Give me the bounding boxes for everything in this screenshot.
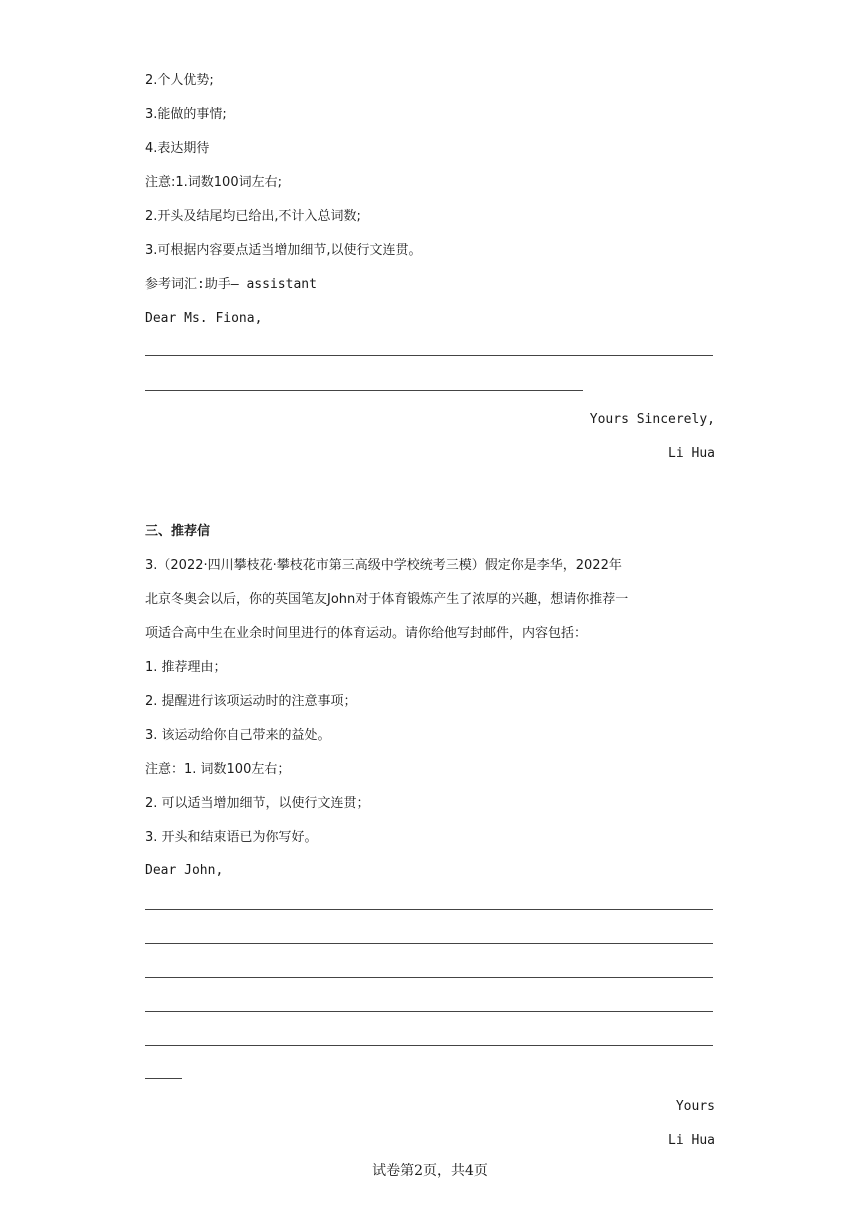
prompt-line: 北京冬奥会以后，你的英国笔友John对于体育锻炼产生了浓厚的兴趣，想请你推荐一 xyxy=(145,592,629,607)
vocabulary-hint: 参考词汇:助手— assistant xyxy=(145,277,317,292)
note-line: 3.可根据内容要点适当增加细节,以使行文连贯。 xyxy=(145,243,422,258)
note-line: 3. 开头和结束语已为你写好。 xyxy=(145,830,318,845)
prompt-line: 2. 提醒进行该项运动时的注意事项； xyxy=(145,694,357,709)
note-line: 注意:1.词数100词左右; xyxy=(145,175,282,190)
prompt-line: 1. 推荐理由； xyxy=(145,660,227,675)
letter-signature: Li Hua xyxy=(668,446,715,461)
note-line: 注意：1. 词数100左右； xyxy=(145,762,291,777)
prompt-line: 3. 该运动给你自己带来的益处。 xyxy=(145,728,331,743)
answer-line[interactable] xyxy=(145,1011,713,1012)
answer-line[interactable] xyxy=(145,943,713,944)
note-line: 2.开头及结尾均已给出,不计入总词数; xyxy=(145,209,361,224)
note-line: 2. 可以适当增加细节，以使行文连贯； xyxy=(145,796,370,811)
requirement-line: 4.表达期待 xyxy=(145,141,210,156)
letter-closing: Yours Sincerely, xyxy=(589,412,715,427)
letter-closing: Yours xyxy=(675,1099,715,1114)
page-footer: 试卷第2页，共4页 xyxy=(372,1163,488,1179)
prompt-line: 3.（2022·四川攀枝花·攀枝花市第三高级中学校统考三模）假定你是李华，2022年 xyxy=(145,558,622,573)
prompt-line: 项适合高中生在业余时间里进行的体育运动。请你给他写封邮件，内容包括： xyxy=(145,626,588,641)
requirement-line: 2.个人优势; xyxy=(145,73,214,88)
letter-signature: Li Hua xyxy=(668,1133,715,1148)
requirement-line: 3.能做的事情; xyxy=(145,107,227,122)
answer-line[interactable] xyxy=(145,1078,182,1079)
answer-line[interactable] xyxy=(145,977,713,978)
answer-line[interactable] xyxy=(145,355,713,356)
answer-line[interactable] xyxy=(145,909,713,910)
answer-line[interactable] xyxy=(145,1045,713,1046)
letter-greeting: Dear John, xyxy=(145,863,224,878)
answer-line[interactable] xyxy=(145,390,583,391)
letter-greeting: Dear Ms. Fiona, xyxy=(145,311,263,326)
section-heading: 三、推荐信 xyxy=(145,524,211,539)
